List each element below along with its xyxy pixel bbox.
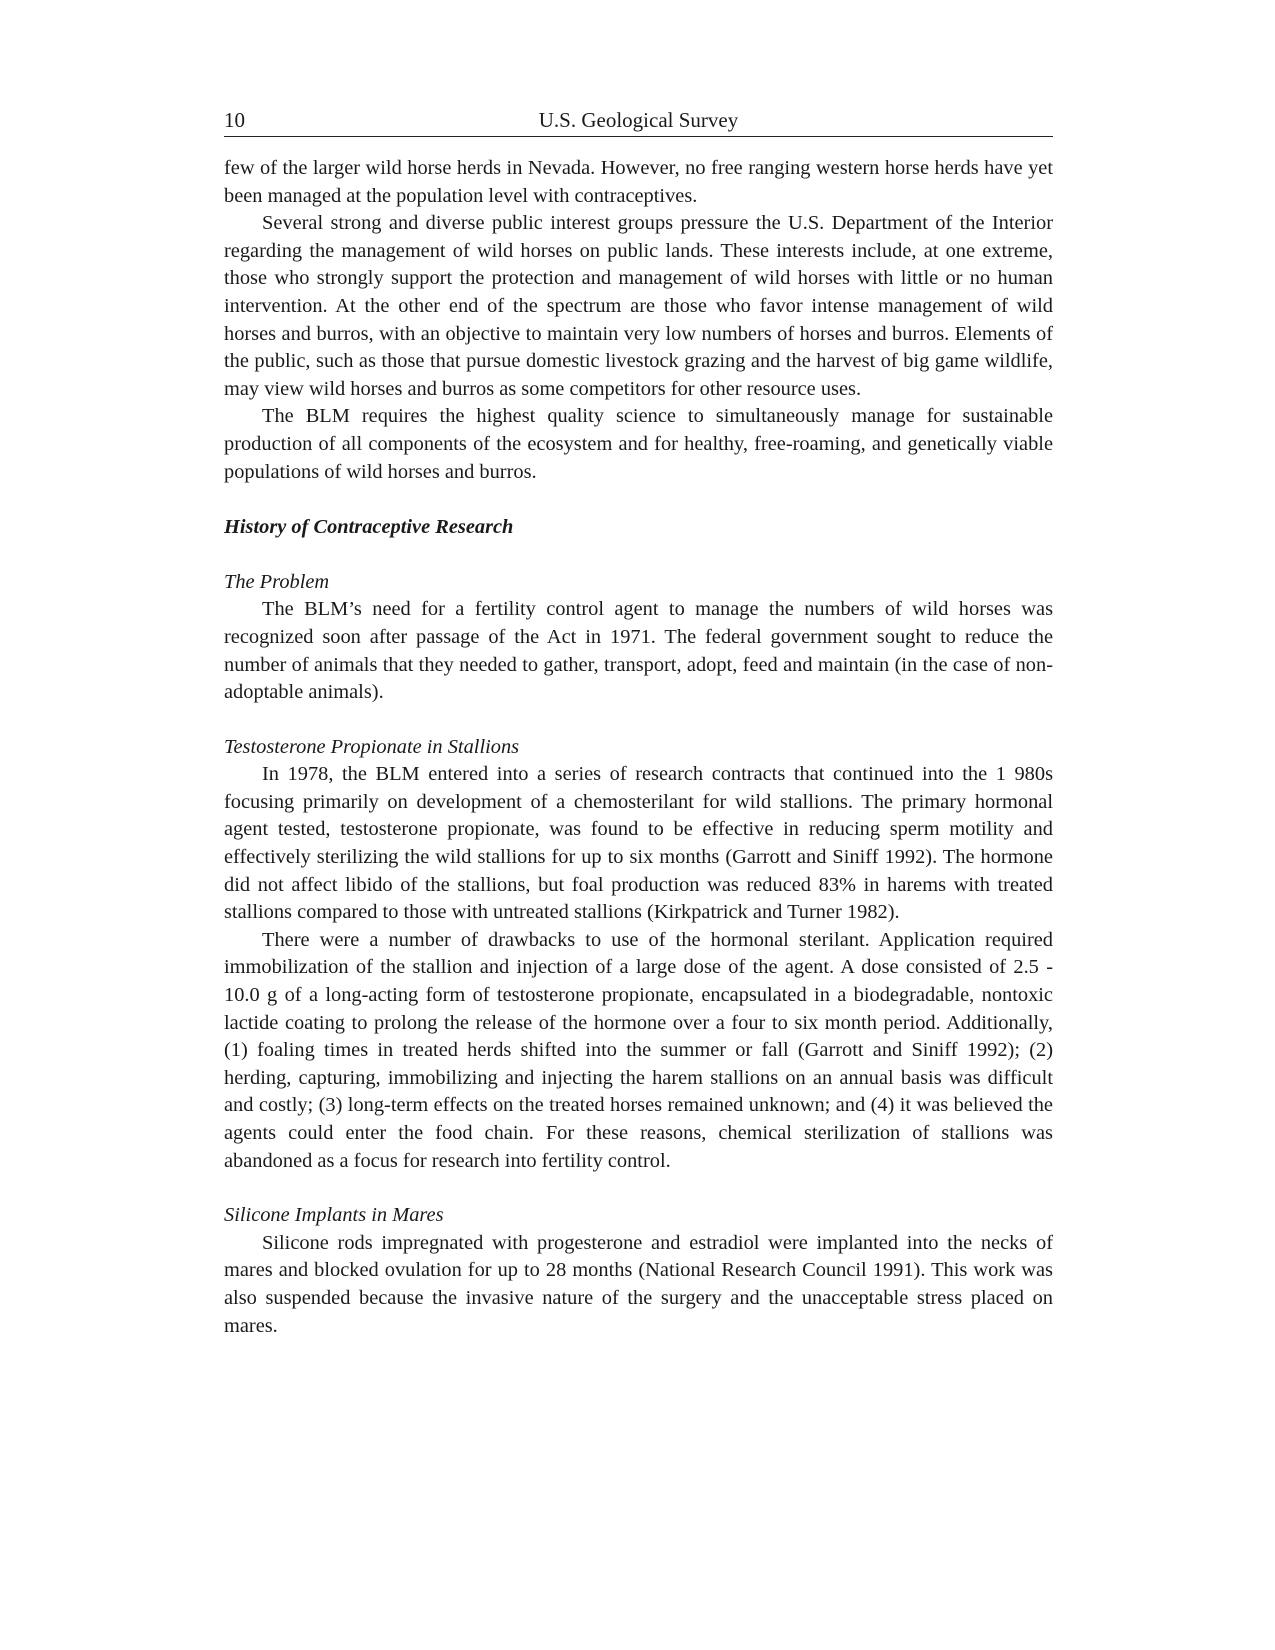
paragraph-testosterone-drawbacks: There were a number of drawbacks to use of the hormonal sterilant. Application required immobilization of the stallion and injection of a large dose of the agent. A dose consisted of 2.5 - 10.0 g of a long-acting form of testosterone propionate, encapsulated in a biodegradable, nontoxic lactide coating to prolong the release of the hormone over a four to six month period. Additionally, (1) foaling times in treated herds shifted into the summer or fall (Garrott and Siniff 1992); (2) herding, capturing, immobilizing and injecting the harem stallions on an annual basis was difficult and costly; (3) long-term effects on the treated horses remained unknown; and (4) it was believed the agents could enter the food chain. For these reasons, chemical sterilization of stallions was abandoned as a focus for research into fertility control. xyxy=(224,928,1053,1172)
section-heading-history: History of Contraceptive Research xyxy=(224,516,514,539)
running-title: U.S. Geological Survey xyxy=(538,108,739,132)
subsection-heading-testosterone: Testosterone Propionate in Stallions xyxy=(224,735,520,758)
paragraph-public-interest: Several strong and diverse public interest groups pressure the U.S. Department of the Interior regarding the management of wild horses on public lands. These interests include, at one extreme, those who strongly support the protection and management of wild horses with little or no human intervention. At the other end of the spectrum are those who favor intense management of wild horses and burros, with an objective to maintain very low numbers of horses and burros. Elements of the public, such as those that pursue domestic livestock grazing and the harvest of big game wildlife, may view wild horses and burros as some competitors for other resource uses. xyxy=(224,212,1053,400)
paragraph-silicone-implants: Silicone rods impregnated with progesterone and estradiol were implanted into the necks of mares and blocked ovulation for up to 28 months (National Research Council 1991). This work was also suspended because the invasive nature of the surgery and the unacceptable stress placed on mares. xyxy=(224,1231,1053,1337)
paragraph-blm-science: The BLM requires the highest quality science to simultaneously manage for sustainable production of all components of the ecosystem and for healthy, free-roaming, and genetically viable populations of wild horses and burros. xyxy=(224,405,1053,483)
paragraph-problem: The BLM’s need for a fertility control agent to manage the numbers of wild horses was recognized soon after passage of the Act in 1971. The federal government sought to reduce the number of animals that they needed to gather, transport, adopt, feed and maintain (in the case of non-adoptable animals). xyxy=(224,598,1053,704)
body-text xyxy=(224,155,1053,1340)
subsection-heading-problem: The Problem xyxy=(224,570,330,593)
paragraph-testosterone-research: In 1978, the BLM entered into a series of research contracts that continued into the 1 980s focusing primarily on development of a chemosterilant for wild stallions. The primary hormonal agent tested, testosterone propionate, was found to be effective in reducing sperm motility and effectively sterilizing the wild stallions for up to six months (Garrott and Siniff 1992). The hormone did not affect libido of the stallions, but foal production was reduced 83% in harems with treated stallions compared to those with untreated stallions (Kirkpatrick and Turner 1982). xyxy=(224,763,1053,924)
paragraph-continuation: few of the larger wild horse herds in Nevada. However, no free ranging western horse herds have yet been managed at the population level with contraceptives. xyxy=(224,157,1053,207)
subsection-heading-silicone: Silicone Implants in Mares xyxy=(224,1204,444,1227)
document-page xyxy=(224,104,1053,1340)
page-number: 10 xyxy=(224,108,245,132)
running-header xyxy=(224,104,1053,137)
